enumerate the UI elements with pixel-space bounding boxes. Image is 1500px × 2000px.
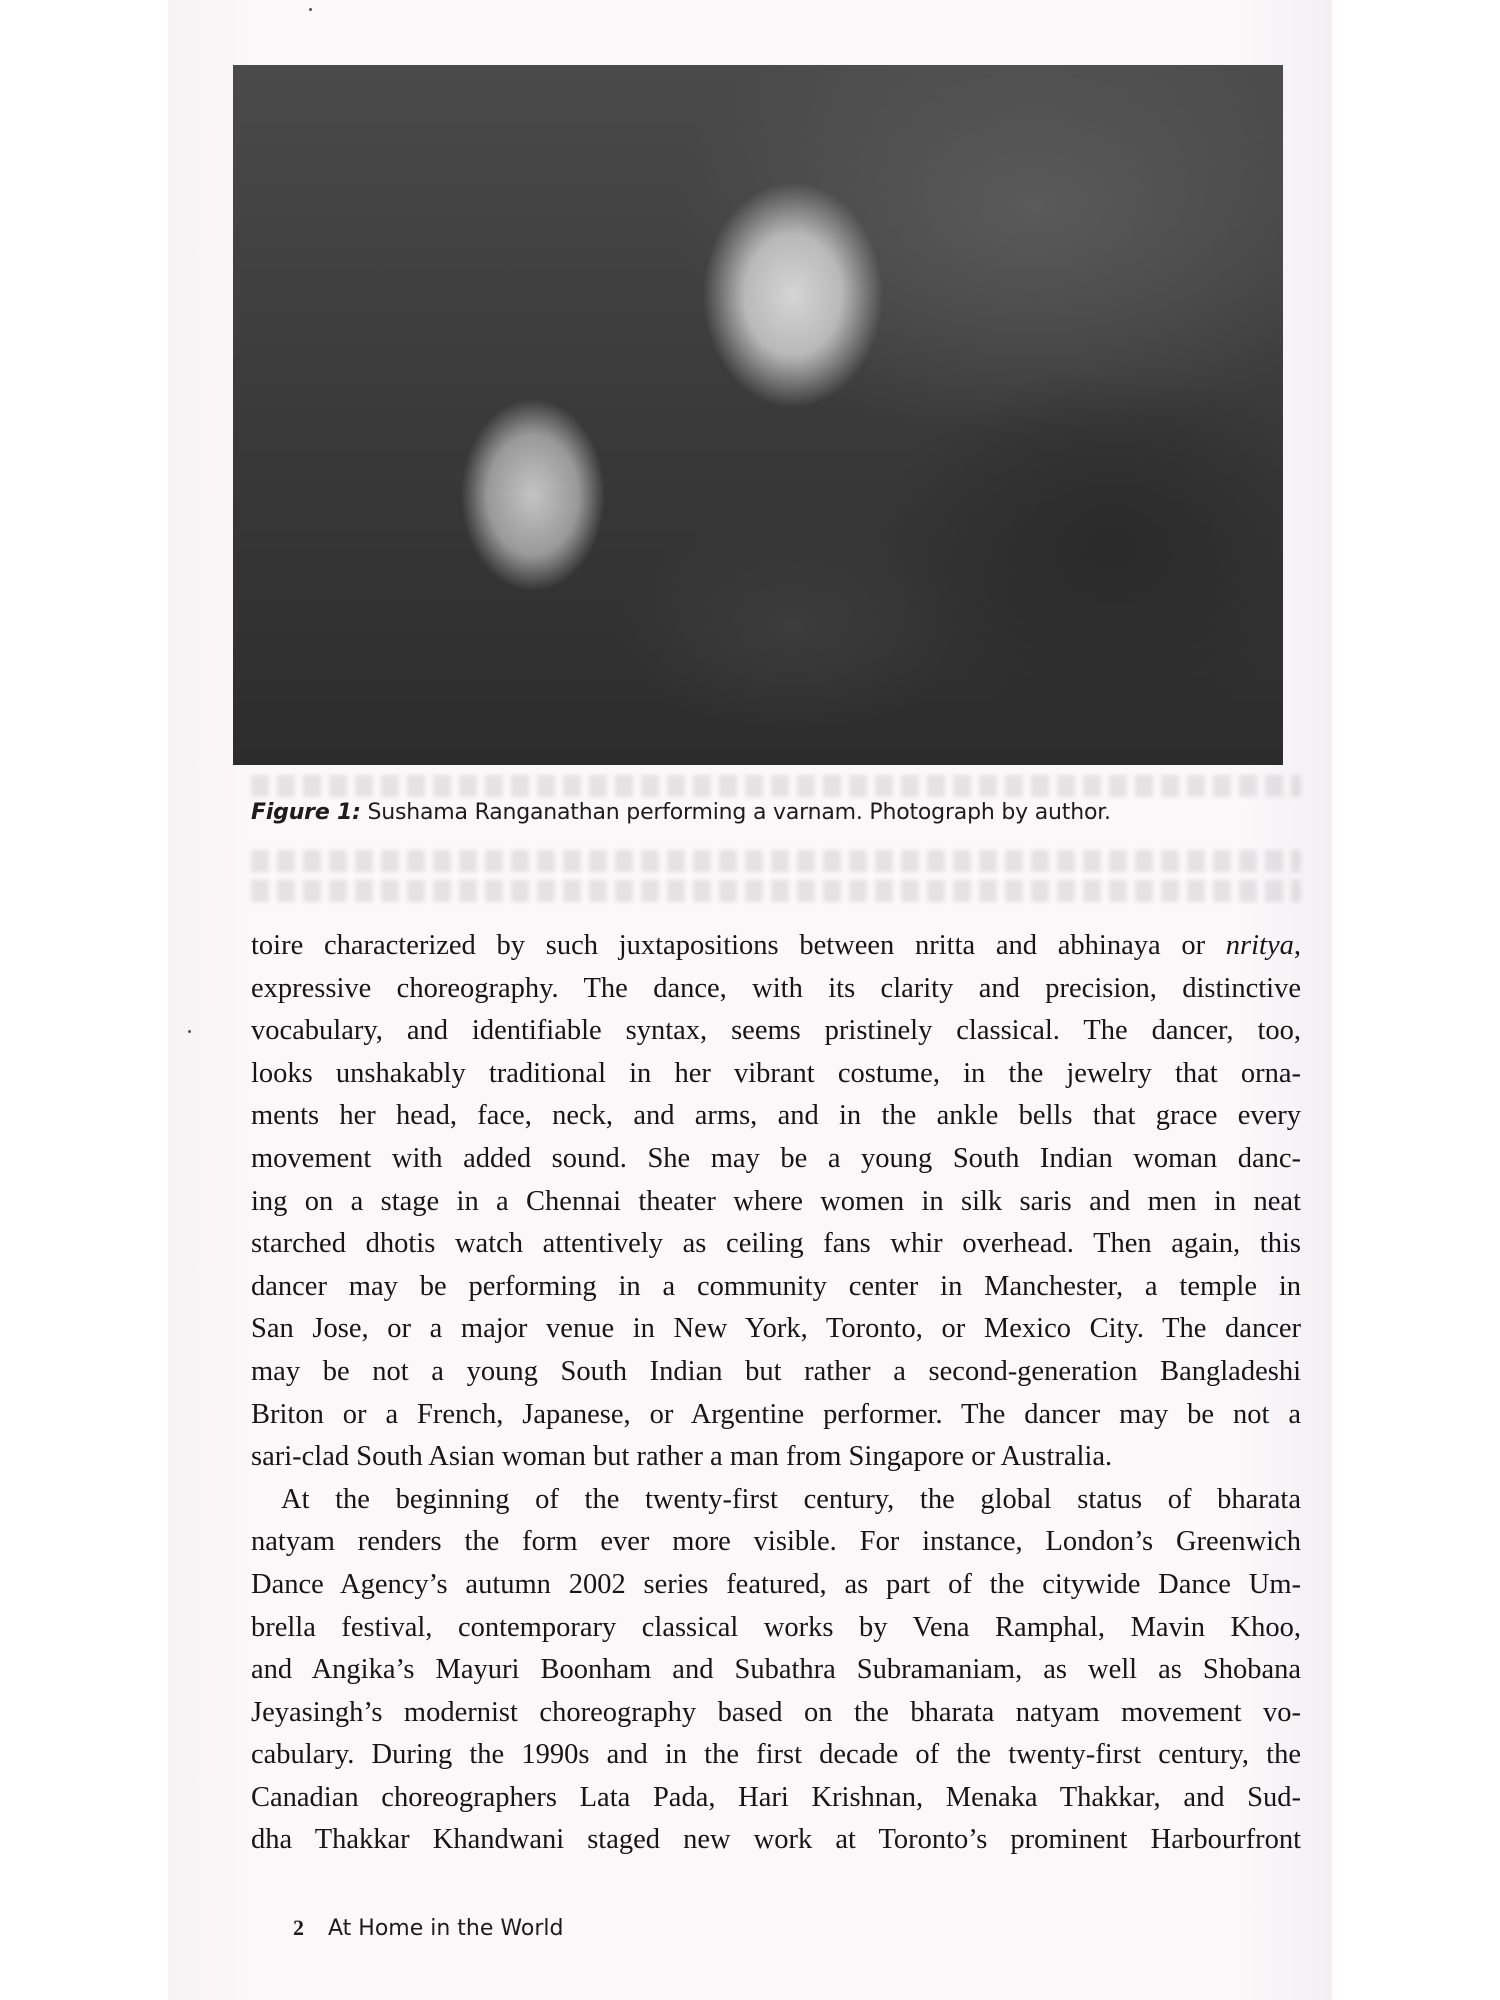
figure-photo: [233, 65, 1283, 765]
text-line: brella festival, contemporary classical works by Vena Ramphal, Mavin Khoo,: [251, 1611, 1301, 1643]
text-line: movement with added sound. She may be a young South Indian woman danc-: [251, 1142, 1301, 1174]
text-line: dancer may be performing in a community center in Manchester, a temple in: [251, 1270, 1301, 1302]
body-text: [251, 925, 1301, 1862]
paragraph-start-line: At the beginning of the twenty-first century, the global status of bharata: [281, 1483, 1301, 1515]
figure-label: Figure 1:: [251, 800, 361, 825]
book-page: [168, 0, 1332, 2000]
text-line: dha Thakkar Khandwani staged new work at Toronto’s prominent Harbourfront: [251, 1824, 1301, 1856]
scan-speck: [188, 1030, 191, 1033]
text-line: San Jose, or a major venue in New York, Toronto, or Mexico City. The dancer: [251, 1313, 1301, 1345]
show-through: [251, 880, 1301, 902]
show-through: [251, 775, 1301, 797]
running-title: At Home in the World: [328, 1916, 564, 1941]
page-number: 2: [293, 1915, 304, 1940]
text-line: vocabulary, and identifiable syntax, seems pristinely classical. The dancer, too,: [251, 1015, 1301, 1047]
figure-caption-text: Sushama Ranganathan performing a varnam. Photograph by author.: [360, 800, 1111, 825]
text-line: natyam renders the form ever more visible. For instance, London’s Greenwich: [251, 1526, 1301, 1558]
text-line: ments her head, face, neck, and arms, and in the ankle bells that grace every: [251, 1100, 1301, 1132]
text-line: ing on a stage in a Chennai theater where women in silk saris and men in neat: [251, 1185, 1301, 1217]
text-line: Jeyasingh’s modernist choreography based on the bharata natyam movement vo-: [251, 1696, 1301, 1728]
text-line: Canadian choreographers Lata Pada, Hari Krishnan, Menaka Thakkar, and Sud-: [251, 1781, 1301, 1813]
italic-term: nritya: [1225, 930, 1294, 961]
text-line: sari-clad South Asian woman but rather a man from Singapore or Australia.: [251, 1441, 1113, 1473]
text-line: looks unshakably traditional in her vibrant costume, in the jewelry that orna-: [251, 1057, 1301, 1089]
text-line: [251, 925, 1301, 968]
text-line: cabulary. During the 1990s and in the first decade of the twenty-first century, the: [251, 1739, 1301, 1771]
text-line: expressive choreography. The dance, with its clarity and precision, distinctive: [251, 972, 1301, 1004]
text-run: ,: [1293, 930, 1301, 961]
text-line: and Angika’s Mayuri Boonham and Subathra Subramaniam, as well as Shobana: [251, 1654, 1301, 1686]
text-line: may be not a young South Indian but rather a second-generation Bangladeshi: [251, 1355, 1301, 1387]
scan-speck: [309, 8, 312, 11]
text-line: Briton or a French, Japanese, or Argentine performer. The dancer may be not a: [251, 1398, 1301, 1430]
text-line: starched dhotis watch attentively as ceiling fans whir overhead. Then again, this: [251, 1228, 1301, 1260]
figure-caption: [251, 800, 1311, 825]
page-footer: [293, 1915, 563, 1941]
text-run: toire characterized by such juxtapositions between nritta and abhinaya or: [251, 930, 1226, 961]
show-through: [251, 850, 1301, 872]
text-line: Dance Agency’s autumn 2002 series featured, as part of the citywide Dance Um-: [251, 1568, 1301, 1600]
